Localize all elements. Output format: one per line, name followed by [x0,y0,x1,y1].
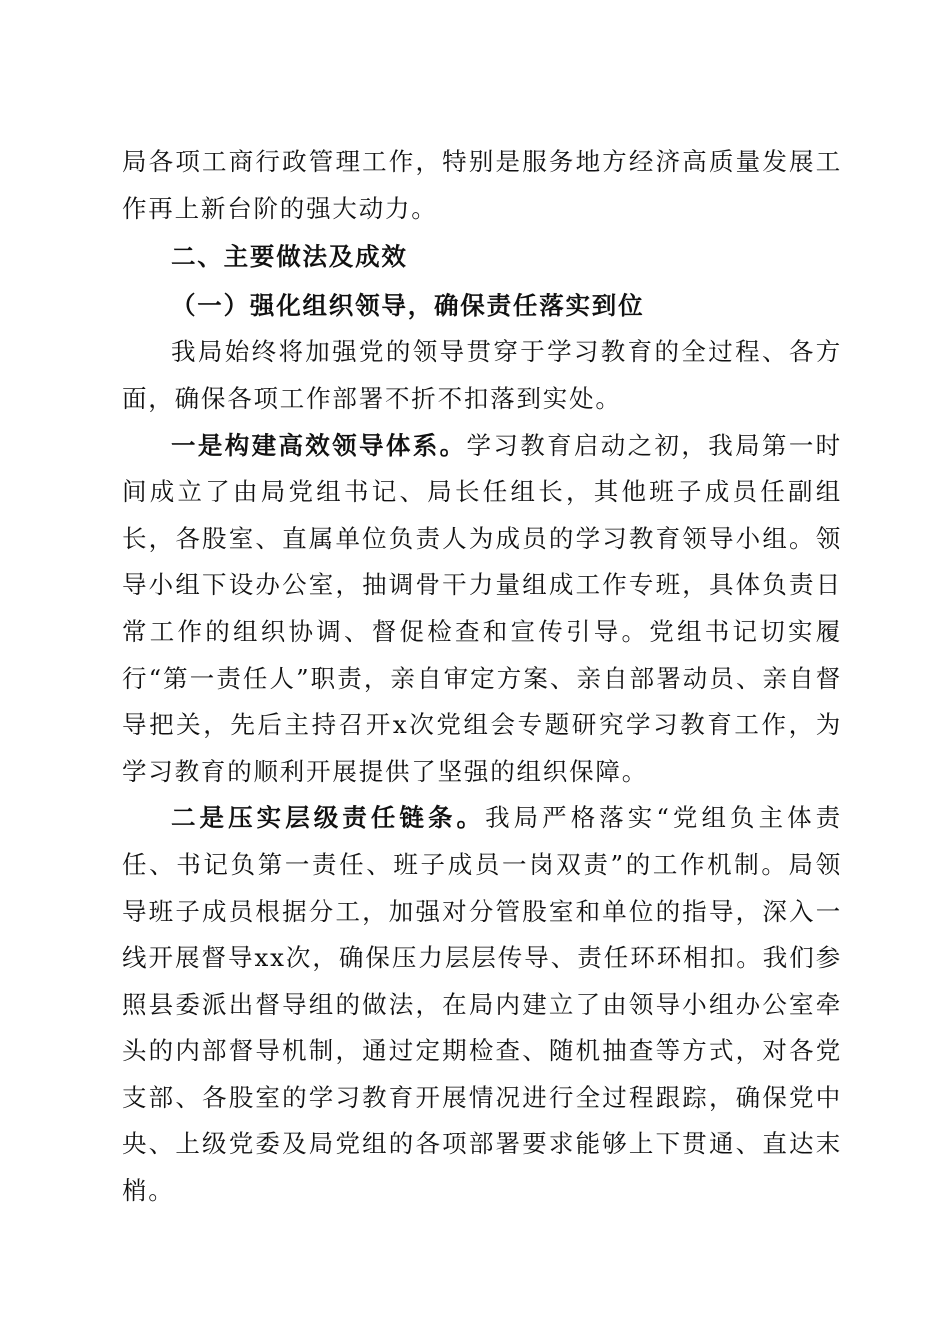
paragraph-lead-phrase: 二是压实层级责任链条。 [171,803,486,833]
section-heading: 二、主要做法及成效 [171,242,408,272]
paragraph-responsibility-chain [122,795,842,1214]
paragraph-continuation: 局各项工商行政管理工作，特别是服务地方经济高质量发展工作再上新台阶的强大动力。 [122,147,842,223]
paragraph-body-text: 我局严格落实“党组负主体责任、书记负第一责任、班子成员一岗双责”的工作机制。局领导班子成员根据分工，加强对分管股室和单位的指导，深入一线开展督导xx次，确保压力层层传导、责任环环相扣。我们参照县委派出督导组的做法，在局内建立了由领导小组办公室牵头的内部督导机制，通过定期检查、随机抽查等方式，对各党支部、各股室的学习教育开展情况进行全过程跟踪，确保党中央、上级党委及局党组的各项部署要求能够上下贯通、直达末梢。 [122,803,842,1206]
subsection-heading: （一）强化组织领导，确保责任落实到位 [171,290,645,320]
paragraph-intro: 我局始终将加强党的领导贯穿于学习教育的全过程、各方面，确保各项工作部署不折不扣落到实处。 [122,337,842,413]
paragraph-leadership-system [122,423,842,796]
paragraph-body-text: 学习教育启动之初，我局第一时间成立了由局党组书记、局长任组长，其他班子成员任副组长，各股室、直属单位负责人为成员的学习教育领导小组。领导小组下设办公室，抽调骨干力量组成工作专班，具体负责日常工作的组织协调、督促检查和宣传引导。党组书记切实履行“第一责任人”职责，亲自审定方案、亲自部署动员、亲自督导把关，先后主持召开x次党组会专题研究学习教育工作，为学习教育的顺利开展提供了坚强的组织保障。 [122,430,842,786]
paragraph-lead-phrase: 一是构建高效领导体系。 [171,430,467,460]
document-body [122,139,842,1215]
